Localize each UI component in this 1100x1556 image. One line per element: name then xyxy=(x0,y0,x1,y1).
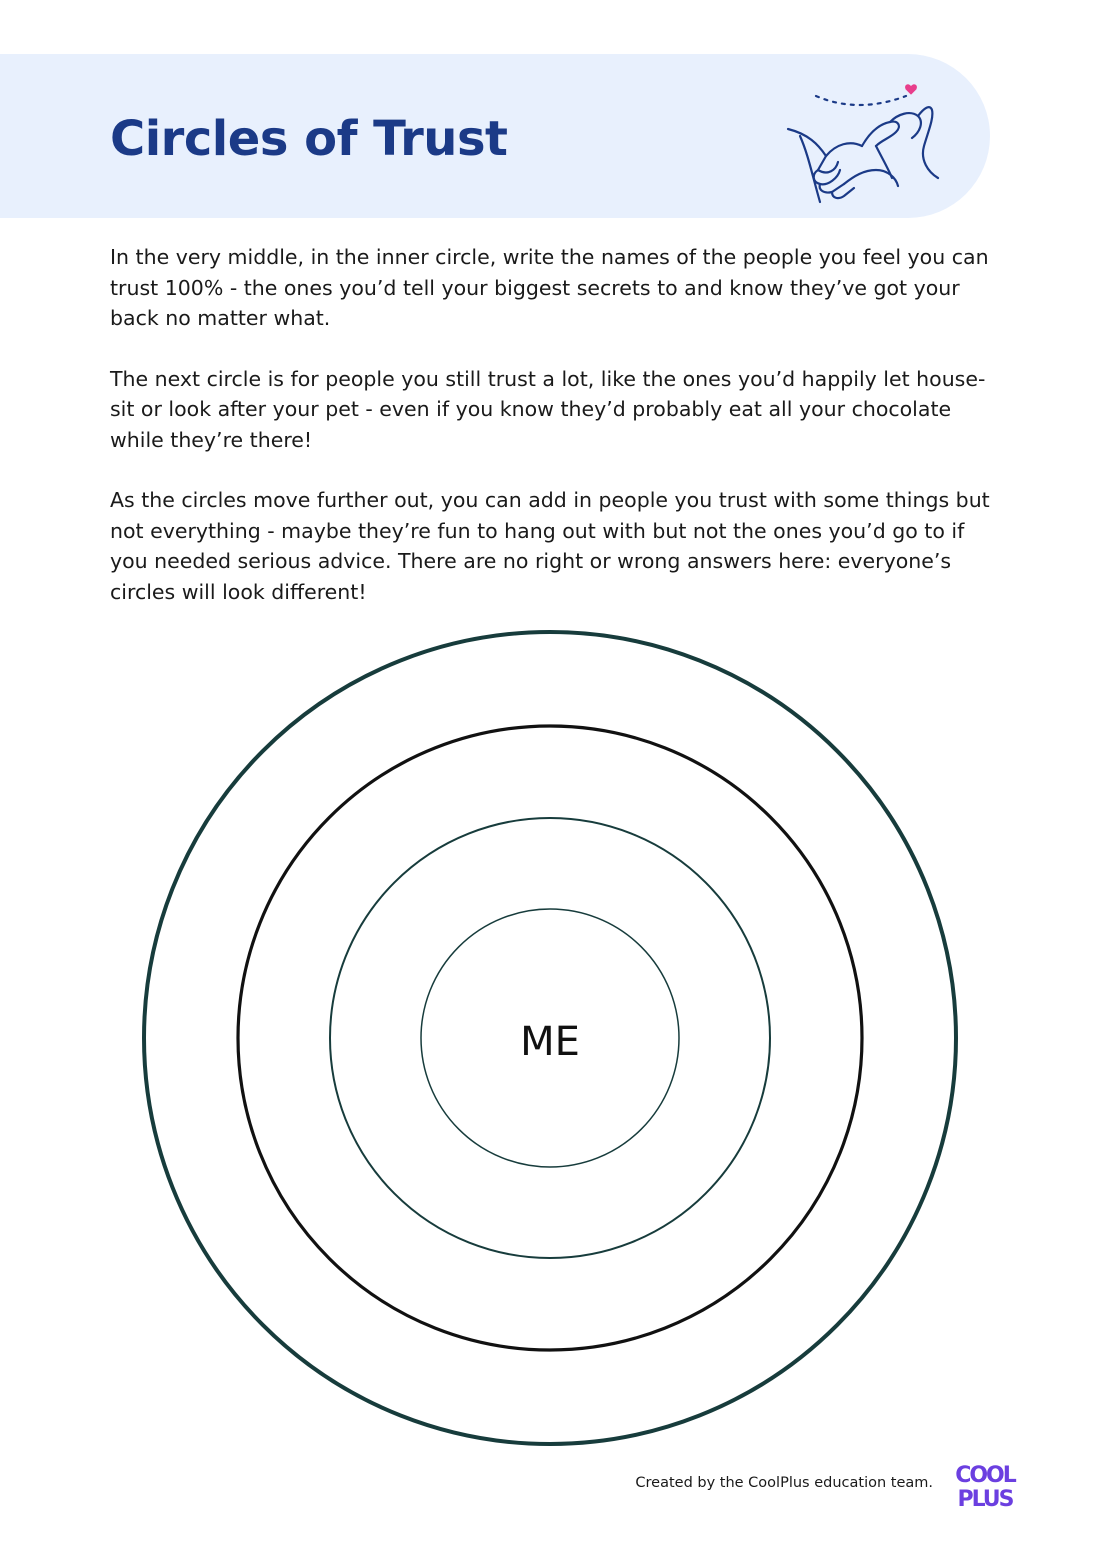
instruction-paragraph-inner-circle: In the very middle, in the inner circle, write the names of the people you feel you can trust 100% - the ones you’d tell your biggest secrets to and know they’ve got your back no matter what. xyxy=(110,245,989,330)
logo-top-text: COOL xyxy=(955,1463,1015,1488)
page-title: Circles of Trust xyxy=(110,111,508,167)
footer-credit: Created by the CoolPlus education team. xyxy=(635,1475,933,1491)
coolplus-logo xyxy=(945,1460,1025,1510)
instruction-paragraph-outer-circles: As the circles move further out, you can add in people you trust with some things but not everything - maybe they’re fun to hang out with but not the ones you’d go to if you needed serious advice. There are no right or wrong answers here: everyone’s circles will look different! xyxy=(110,488,990,604)
instructions xyxy=(110,242,995,637)
trust-circles-diagram xyxy=(140,628,960,1448)
center-label: ME xyxy=(520,1019,580,1065)
pinky-promise-hands-icon xyxy=(778,74,943,206)
logo-bottom-text: PLUS xyxy=(957,1487,1013,1510)
instruction-paragraph-next-circle: The next circle is for people you still trust a lot, like the ones you’d happily let house-sit or look after your pet - even if you know they’d probably eat all your chocolate while they’re there! xyxy=(110,366,986,452)
